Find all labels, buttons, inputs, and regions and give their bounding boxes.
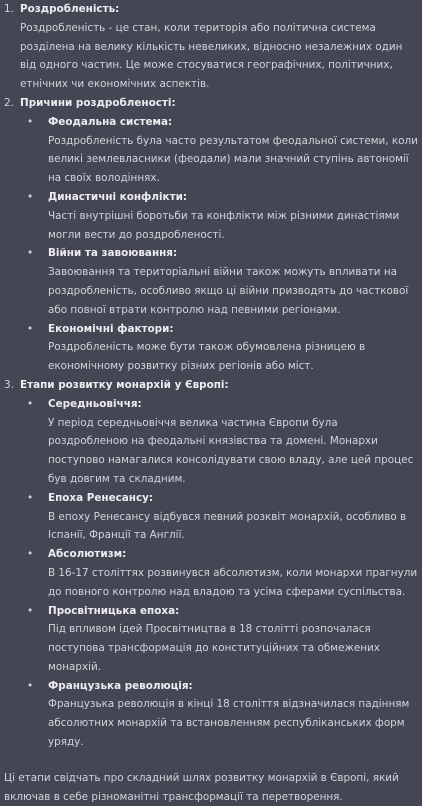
list-item xyxy=(20,545,418,601)
section-list xyxy=(4,0,418,752)
section-text: Роздробленість - це стан, коли територія або політична система розділена на велику кількість невеликих, відносно незалежних один від одного частин. Це може стосуватися географічних, політичних, етнічних чи економічних аспектів. xyxy=(20,21,403,91)
section-causes xyxy=(4,94,418,376)
item-text: Часті внутрішні боротьби та конфлікти між різними династіями могли вести до роздробленості. xyxy=(48,209,400,241)
item-text: В 16-17 століттях розвинувся абсолютизм, коли монархи прагнули до повного контролю над владою та усіма сферами суспільства. xyxy=(48,566,418,598)
bullet-icon: • xyxy=(27,322,34,335)
bullet-icon: • xyxy=(27,115,34,128)
list-item xyxy=(20,677,418,752)
item-title: Війни та завоювання: xyxy=(48,247,178,260)
item-title: Епоха Ренесансу: xyxy=(48,491,154,504)
item-text: Французька революція в кінці 18 століття відзначилася падінням абсолютних монархій та встановленням республіканських форм уряду. xyxy=(48,698,410,749)
section-title: Причини роздробленості: xyxy=(20,96,176,109)
item-title: Економічні фактори: xyxy=(48,322,174,335)
list-item xyxy=(20,244,418,319)
item-text: Роздробленість була часто результатом феодальної системи, коли великі землевласники (феодали) мали значний ступінь автономії на своїх володіннях. xyxy=(48,134,418,185)
bullet-icon: • xyxy=(27,604,34,617)
list-item xyxy=(20,602,418,677)
item-text: Роздробленість може бути також обумовлена різницею в економічному розвитку різних регіонів або міст. xyxy=(48,341,366,373)
item-title: Феодальна система: xyxy=(48,115,173,128)
bullet-icon: • xyxy=(27,247,34,260)
item-title: Просвітницька епоха: xyxy=(48,604,180,617)
list-item xyxy=(20,320,418,376)
bullet-icon: • xyxy=(27,491,34,504)
stage-list xyxy=(20,395,418,752)
bullet-icon: • xyxy=(27,548,34,561)
list-item xyxy=(20,395,418,489)
section-stages xyxy=(4,376,418,752)
bullet-icon: • xyxy=(27,190,34,203)
item-title: Середньовіччя: xyxy=(48,397,142,410)
section-title: Роздробленість: xyxy=(20,3,120,15)
list-item xyxy=(20,188,418,244)
item-title: Французька революція: xyxy=(48,679,193,692)
cause-list xyxy=(20,113,418,376)
section-number: 2. xyxy=(4,96,14,109)
section-number: 3. xyxy=(4,378,14,391)
conclusion-paragraph: Ці етапи свідчать про складний шлях розвитку монархій в Європі, який включав в себе різноманітні трансформації та перетворення. xyxy=(4,771,399,803)
list-item xyxy=(20,113,418,188)
section-fragmentation xyxy=(4,0,418,94)
item-text: В епоху Ренесансу відбувся певний розквіт монархій, особливо в Іспанії, Франції та Англії. xyxy=(48,510,407,542)
section-title: Етапи розвитку монархій у Європі: xyxy=(20,378,229,391)
item-title: Абсолютизм: xyxy=(48,548,127,561)
item-title: Династичні конфлікти: xyxy=(48,190,188,203)
item-text: Завоювання та територіальні війни також можуть впливати на роздробленість, особливо якщо ці війни призводять до часткової або повної втрати контролю над певними регіонами. xyxy=(48,266,409,316)
bullet-icon: • xyxy=(27,679,34,692)
list-item xyxy=(20,489,418,545)
item-text: Під впливом ідей Просвітництва в 18 столітті розпочалася поступова трансформація до конституційних та обмежених монархій. xyxy=(48,623,380,673)
bullet-icon: • xyxy=(27,397,34,410)
section-number: 1. xyxy=(4,3,14,15)
item-text: У період середньовіччя велика частина Європи була роздробленою на феодальні князівства та домені. Монархи поступово намагалися консолідувати свою владу, але цей процес був довгим та складним. xyxy=(48,416,414,485)
